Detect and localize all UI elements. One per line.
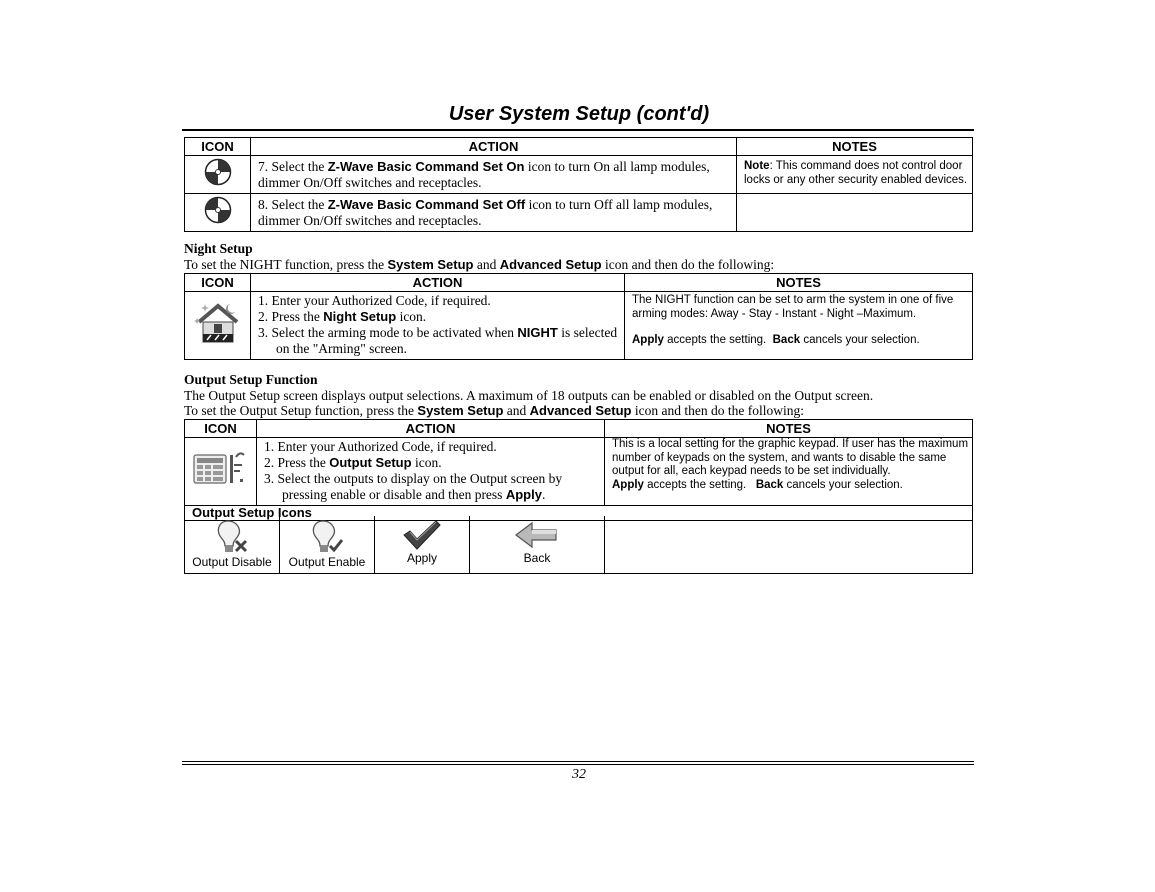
output-setup-heading: Output Setup Function [184,372,318,387]
notes-apply-back [632,333,970,347]
bulb-enable-icon [309,519,345,555]
apply-label: Apply [612,478,644,491]
notes-cell [625,292,973,360]
command-name: Z-Wave Basic Command Set On [327,159,525,174]
action-cell [257,438,605,506]
back-cell [470,516,605,573]
intro-bold: Advanced Setup [499,257,602,272]
notes-text: accepts the setting. [663,334,773,346]
step-1: 1. Enter your Authorized Code, if required. [258,293,491,308]
step-3 [258,325,618,357]
step-text: icon. [411,455,442,470]
zwave-on-icon [185,156,251,194]
table-row [185,194,973,232]
intro-bold: System Setup [387,257,474,272]
intro-bold: Advanced Setup [529,403,632,418]
step-bold: Apply [505,487,542,502]
intro-text: To set the NIGHT function, press the [184,257,388,272]
intro-text: icon and then do the following: [601,257,775,272]
icon-column-header: ICON [185,274,251,292]
step-3 [264,471,598,503]
action-text: icon to turn On all lamp modules, dimmer On/Off switches and receptacles. [258,159,710,190]
intro-text: and [503,403,530,418]
title-rule [182,129,974,131]
step-text: 3. Select the outputs to display on the Output screen by pressing enable or disable and then press [264,471,563,502]
notes-text: The NIGHT function can be set to arm the system in one of five arming modes: Away - Stay - Instant - Night –Maximum. [632,294,954,320]
notes-apply-back [612,479,970,493]
intro-text: To set the Output Setup function, press the [184,403,418,418]
step-2 [264,455,598,471]
table-row [185,292,973,360]
action-text: icon to turn Off all lamp modules, dimmer On/Off switches and receptacles. [258,197,713,228]
output-setup-description: The Output Setup screen displays output selections. A maximum of 18 outputs can be enabled or disabled on the Output screen. [184,388,874,403]
action-cell [251,194,737,232]
action-column-header: ACTION [251,138,737,156]
step-2 [258,309,618,325]
action-cell [251,156,737,194]
back-label: Back [755,478,784,491]
zwave-command-table [184,137,973,232]
notes-cell [737,156,973,194]
output-setup-icons-heading: Output Setup Icons [185,506,973,521]
night-house-icon [185,292,251,360]
step-bold: NIGHT [517,325,558,340]
table-row [185,438,973,506]
output-keypad-icon [185,438,257,506]
step-text: is selected on the "Arming" screen. [276,325,618,356]
intro-text: and [473,257,500,272]
table-header-row [185,420,973,438]
note-label: Note [744,160,770,172]
table-row [185,156,973,194]
back-label: Back [772,334,801,346]
output-setup-intro [184,403,804,419]
notes-cell [737,194,973,232]
output-disable-cell [185,516,280,573]
table-header-row [185,138,973,156]
action-column-header: ACTION [257,420,605,438]
back-label: Back [523,551,551,565]
note-text: : This command does not control door locks or any other security enabled devices. [744,160,968,186]
output-icons-row [185,516,973,573]
action-text: 8. Select the [258,197,328,212]
apply-label: Apply [632,334,664,346]
apply-cell [375,516,470,573]
step-text: 3. Select the arming mode to be activated when [258,325,518,340]
command-name: Z-Wave Basic Command Set Off [327,197,526,212]
output-enable-label: Output Enable [288,555,366,569]
footer-rule [182,761,974,762]
checkmark-icon [402,519,442,551]
step-text: . [541,487,546,502]
empty-cell [605,516,973,573]
step-1: 1. Enter your Authorized Code, if required. [264,439,497,454]
night-setup-intro [184,257,774,273]
action-text: 7. Select the [258,159,328,174]
notes-text: cancels your selection. [783,478,903,491]
step-text: icon. [396,309,427,324]
bulb-disable-icon [214,519,250,555]
intro-text: icon and then do the following: [631,403,804,418]
notes-text: This is a local setting for the graphic keypad. If user has the maximum number of keypads on the system, and wants to disable the same output for all, each keypad needs to be set individually. [612,438,969,477]
zwave-off-icon [185,194,251,232]
notes-column-header: NOTES [605,420,973,438]
notes-text: accepts the setting. [643,478,756,491]
icon-column-header: ICON [185,420,257,438]
step-text: 2. Press the [264,455,330,470]
table-header-row [185,274,973,292]
apply-label: Apply [406,551,438,565]
output-enable-cell [280,516,375,573]
output-setup-icons-table [184,516,973,574]
output-disable-label: Output Disable [192,555,272,569]
notes-text: cancels your selection. [800,334,920,346]
action-cell [251,292,625,360]
step-bold: Night Setup [323,309,397,324]
intro-bold: System Setup [417,403,504,418]
output-setup-table [184,419,973,521]
icon-column-header: ICON [185,138,251,156]
night-setup-heading: Night Setup [184,241,253,256]
notes-column-header: NOTES [625,274,973,292]
step-bold: Output Setup [329,455,412,470]
notes-column-header: NOTES [737,138,973,156]
page-number: 32 [572,767,586,782]
notes-cell [605,438,973,506]
action-column-header: ACTION [251,274,625,292]
page-title: User System Setup (cont'd) [448,103,710,125]
footer-rule [182,764,974,765]
step-text: 2. Press the [258,309,324,324]
night-setup-table [184,273,973,360]
back-arrow-icon [514,519,560,551]
